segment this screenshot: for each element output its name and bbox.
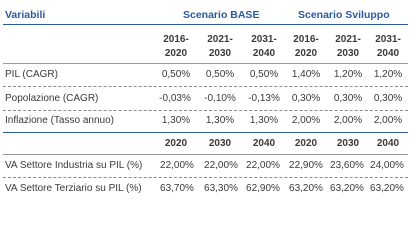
table-cell: 0,50%: [249, 69, 279, 80]
table-cell: -0,10%: [204, 93, 236, 104]
table-cell: 1,40%: [291, 69, 321, 80]
table-cell: 24,00%: [370, 160, 404, 171]
table-cell: 1,30%: [249, 115, 279, 126]
period-header-bottom: 2040: [252, 48, 276, 59]
table-cell: 2,00%: [291, 115, 321, 126]
year-header-top-rule: [3, 132, 408, 133]
table-cell: 63,30%: [204, 183, 238, 194]
table-cell: 63,70%: [160, 183, 194, 194]
row-divider: [3, 86, 408, 87]
year-header: 2020: [164, 138, 188, 149]
period-header-top: 2031-: [251, 34, 277, 45]
table-cell: 1,20%: [333, 69, 363, 80]
table-cell: 1,30%: [205, 115, 235, 126]
row-label: PIL (CAGR): [5, 69, 58, 80]
header-rule: [3, 24, 408, 25]
period-header-top: 2016-: [163, 34, 189, 45]
period-header-top: 2031-: [375, 34, 401, 45]
table-cell: 22,00%: [246, 160, 280, 171]
table-cell: 63,20%: [330, 183, 364, 194]
year-header-bottom-rule: [3, 154, 408, 155]
table-cell: 0,50%: [205, 69, 235, 80]
period-header-bottom: 2030: [336, 48, 360, 59]
table-cell: 62,90%: [246, 183, 280, 194]
row-divider: [3, 110, 408, 111]
table-cell: 63,20%: [289, 183, 323, 194]
table-cell: 0,50%: [161, 69, 191, 80]
table-cell: 1,30%: [161, 115, 191, 126]
table-cell: 22,00%: [204, 160, 238, 171]
year-header: 2020: [294, 138, 318, 149]
period-header-bottom: 2020: [294, 48, 318, 59]
row-divider: [3, 177, 408, 178]
table-cell: -0,13%: [248, 93, 280, 104]
period-header-bottom: 2030: [208, 48, 232, 59]
table-cell: 2,00%: [373, 115, 403, 126]
table-cell: 22,00%: [160, 160, 194, 171]
scenario-sviluppo-header: Scenario Sviluppo: [298, 9, 390, 21]
year-header: 2040: [376, 138, 400, 149]
table-cell: 0,30%: [333, 93, 363, 104]
table-cell: 23,60%: [330, 160, 364, 171]
period-header-top: 2021-: [335, 34, 361, 45]
table-cell: 2,00%: [333, 115, 363, 126]
variabili-header: Variabili: [5, 9, 46, 21]
table-cell: 1,20%: [373, 69, 403, 80]
year-header: 2030: [336, 138, 360, 149]
period-header-rule: [3, 63, 408, 64]
period-header-bottom: 2020: [164, 48, 188, 59]
table-cell: 0,30%: [291, 93, 321, 104]
row-label: VA Settore Industria su PIL (%): [5, 160, 143, 171]
scenario-base-header: Scenario BASE: [183, 9, 260, 21]
table-cell: -0,03%: [159, 93, 191, 104]
table-cell: 0,30%: [373, 93, 403, 104]
table-cell: 22,90%: [289, 160, 323, 171]
row-label: Popolazione (CAGR): [5, 93, 99, 104]
row-label: Inflazione (Tasso annuo): [5, 115, 114, 126]
period-header-top: 2021-: [207, 34, 233, 45]
row-label: VA Settore Terziario su PIL (%): [5, 183, 142, 194]
period-header-bottom: 2040: [376, 48, 400, 59]
year-header: 2040: [252, 138, 276, 149]
table-cell: 63,20%: [370, 183, 404, 194]
year-header: 2030: [208, 138, 232, 149]
period-header-top: 2016-: [293, 34, 319, 45]
